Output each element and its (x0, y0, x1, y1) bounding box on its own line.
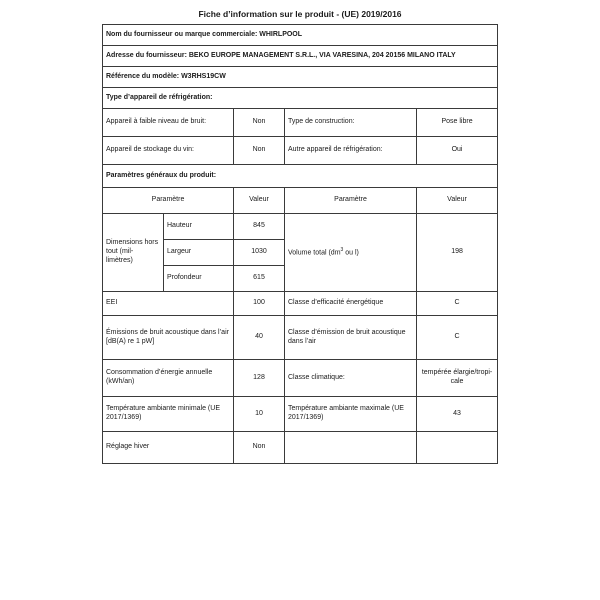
energy-class-label: Classe d’efficacité énergétique (285, 292, 417, 316)
dimensions-label: Dimensions hors tout (mil-limètres) (103, 214, 164, 292)
width-label: Largeur (164, 240, 234, 266)
table-row (103, 137, 498, 165)
height-value: 845 (234, 214, 285, 240)
low-noise-label: Appareil à faible niveau de bruit: (103, 109, 234, 137)
noise-class-value: C (417, 316, 498, 360)
section-type-title: Type d’appareil de réfrigération: (103, 88, 498, 109)
total-volume-value: 198 (417, 214, 498, 292)
noise-emission-value: 40 (234, 316, 285, 360)
section-params-heading (103, 165, 498, 188)
depth-value: 615 (234, 266, 285, 292)
noise-emission-label: Émissions de bruit acoustique dans l’air [dB(A) re 1 pW] (103, 316, 234, 360)
column-header-row (103, 188, 498, 214)
document-title: Fiche d’information sur le produit - (UE) 2019/2016 (198, 9, 402, 19)
table-row (103, 109, 498, 137)
width-value: 1030 (234, 240, 285, 266)
table-row (103, 432, 498, 464)
depth-label: Profondeur (164, 266, 234, 292)
column-header-valeur-2: Valeur (417, 188, 498, 214)
model-reference: Référence du modèle: W3RHS19CW (103, 67, 498, 88)
max-temperature-value: 43 (417, 397, 498, 432)
max-temperature-label: Température ambiante maximale (UE 2017/1369) (285, 397, 417, 432)
eei-label: EEI (103, 292, 234, 316)
section-params-title: Paramètres généraux du produit: (103, 165, 498, 188)
total-volume-text: Volume total (dm (288, 249, 341, 257)
wine-storage-label: Appareil de stockage du vin: (103, 137, 234, 165)
construction-type-value: Pose libre (417, 109, 498, 137)
supplier-address: Adresse du fournisseur: BEKO EUROPE MANAGEMENT S.R.L., VIA VARESINA, 204 20156 MILANO ITALY (103, 46, 498, 67)
annual-consumption-value: 128 (234, 360, 285, 397)
table-row (103, 397, 498, 432)
model-row (103, 67, 498, 88)
winter-setting-label: Réglage hiver (103, 432, 234, 464)
other-appliance-value: Oui (417, 137, 498, 165)
energy-class-value: C (417, 292, 498, 316)
construction-type-label: Type de construction: (285, 109, 417, 137)
climate-class-value: tempérée élargie/tropi-cale (417, 360, 498, 397)
column-header-parametre: Paramètre (103, 188, 234, 214)
address-row (103, 46, 498, 67)
empty-cell (417, 432, 498, 464)
empty-cell (285, 432, 417, 464)
low-noise-value: Non (234, 109, 285, 137)
total-volume-label (285, 214, 417, 292)
min-temperature-label: Température ambiante minimale (UE 2017/1369) (103, 397, 234, 432)
table-row (103, 360, 498, 397)
table-row (103, 214, 498, 240)
column-header-parametre-2: Paramètre (285, 188, 417, 214)
other-appliance-label: Autre appareil de réfrigération: (285, 137, 417, 165)
annual-consumption-label: Consommation d’énergie annuelle (kWh/an) (103, 360, 234, 397)
noise-class-label: Classe d’émission de bruit acoustique dans l’air (285, 316, 417, 360)
supplier-name: Nom du fournisseur ou marque commerciale: WHIRLPOOL (103, 25, 498, 46)
supplier-row (103, 25, 498, 46)
volume-unit-exponent: 3 (340, 246, 344, 253)
section-type-heading (103, 88, 498, 109)
min-temperature-value: 10 (234, 397, 285, 432)
height-label: Hauteur (164, 214, 234, 240)
climate-class-label: Classe climatique: (285, 360, 417, 397)
table-row (103, 292, 498, 316)
winter-setting-value: Non (234, 432, 285, 464)
product-information-table (102, 24, 498, 464)
wine-storage-value: Non (234, 137, 285, 165)
column-header-valeur: Valeur (234, 188, 285, 214)
table-row (103, 316, 498, 360)
total-volume-unit-suffix: ou l) (343, 249, 359, 257)
eei-value: 100 (234, 292, 285, 316)
